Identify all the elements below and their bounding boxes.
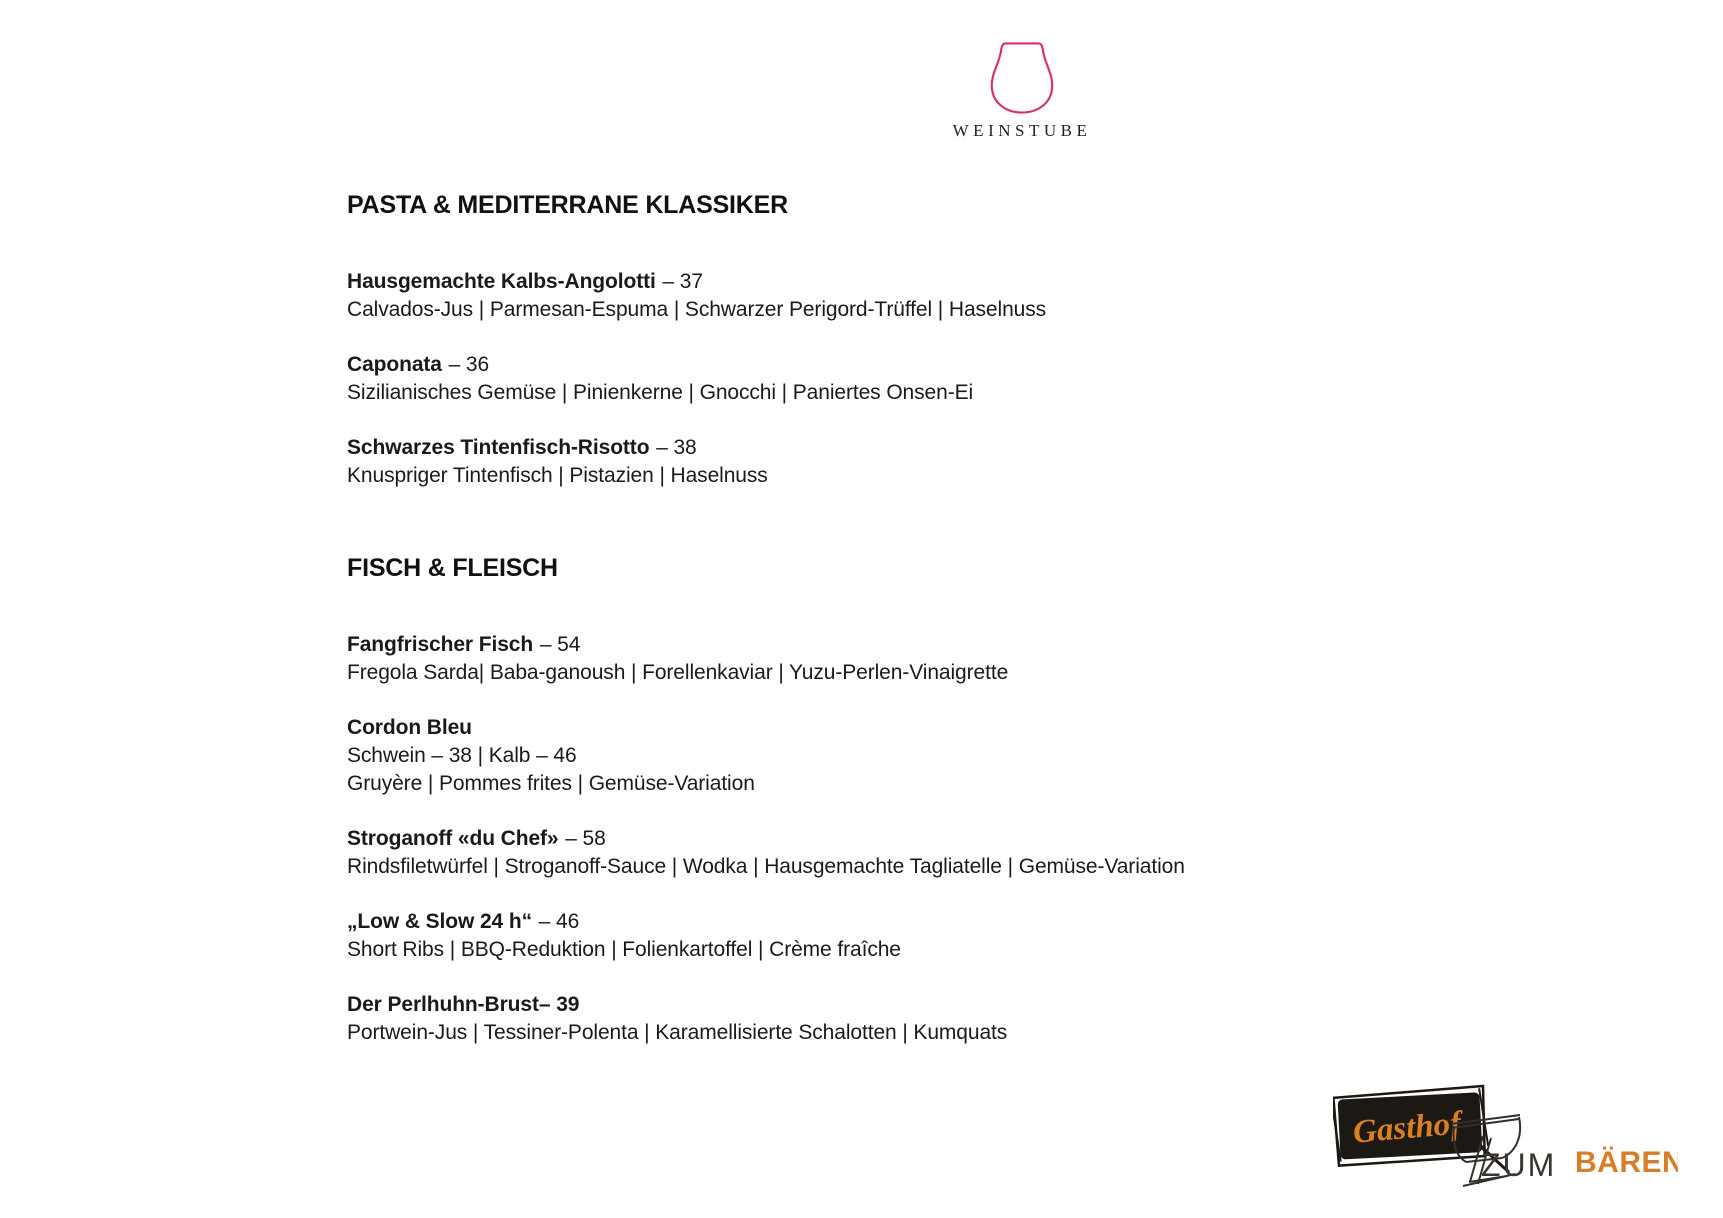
section-title: PASTA & MEDITERRANE KLASSIKER xyxy=(347,191,788,219)
item-price: – 37 xyxy=(662,270,703,293)
gasthof-zum-baeren-logo xyxy=(1333,1084,1678,1196)
item-name: Fangfrischer Fisch xyxy=(347,633,534,656)
item-name: Hausgemachte Kalbs-Angolotti xyxy=(347,270,656,293)
item-title-line xyxy=(347,434,1527,462)
menu-item xyxy=(347,714,1527,798)
logo-zum-text: ZUM xyxy=(1481,1147,1557,1183)
item-title-line xyxy=(347,908,1527,936)
menu-section xyxy=(347,191,1527,490)
menu-sections xyxy=(347,191,1527,1047)
item-title-line xyxy=(347,825,1527,853)
logo-baeren-text: BÄREN xyxy=(1575,1146,1678,1179)
gasthof-logo-sketch xyxy=(1333,1084,1678,1196)
menu-item xyxy=(347,908,1527,964)
item-description: Short Ribs | BBQ-Reduktion | Folienkartoffel | Crème fraîche xyxy=(347,938,901,961)
weinstube-logo xyxy=(929,40,1115,141)
menu-item xyxy=(347,268,1527,324)
item-name: „Low & Slow 24 h“ xyxy=(347,910,532,933)
wine-glass-icon xyxy=(986,40,1058,116)
logo-gasthof-script: Gasthof xyxy=(1351,1105,1463,1151)
item-description: Gruyère | Pommes frites | Gemüse-Variation xyxy=(347,772,755,795)
item-price: – 54 xyxy=(539,633,581,656)
menu-item xyxy=(347,351,1527,407)
section-title: FISCH & FLEISCH xyxy=(347,554,558,582)
item-title-line xyxy=(347,991,1527,1019)
item-description: Rindsfiletwürfel | Stroganoff-Sauce | Wodka | Hausgemachte Tagliatelle | Gemüse-Variation xyxy=(347,855,1185,878)
item-name: Cordon Bleu xyxy=(347,716,472,739)
item-price: – 36 xyxy=(448,353,490,376)
menu-item xyxy=(347,434,1527,490)
item-title-line xyxy=(347,268,1527,296)
item-description: Fregola Sarda| Baba-ganoush | Forellenkaviar | Yuzu-Perlen-Vinaigrette xyxy=(347,661,1009,684)
item-description: Sizilianisches Gemüse | Pinienkerne | Gnocchi | Paniertes Onsen-Ei xyxy=(347,381,974,404)
item-description: Calvados-Jus | Parmesan-Espuma | Schwarzer Perigord-Trüffel | Haselnuss xyxy=(347,298,1047,321)
menu-item xyxy=(347,825,1527,881)
menu-content xyxy=(347,191,1527,1074)
brand-name: WEINSTUBE xyxy=(952,121,1092,140)
item-price: – 46 xyxy=(538,910,580,933)
item-price: – 58 xyxy=(565,827,606,850)
item-title-line xyxy=(347,714,1527,742)
item-title-line xyxy=(347,351,1527,379)
item-description: Schwein – 38 | Kalb – 46 xyxy=(347,744,577,767)
item-description: Portwein-Jus | Tessiner-Polenta | Karamellisierte Schalotten | Kumquats xyxy=(347,1021,1008,1044)
item-name: Schwarzes Tintenfisch-Risotto xyxy=(347,436,650,459)
item-description: Knuspriger Tintenfisch | Pistazien | Haselnuss xyxy=(347,464,768,487)
item-name: Caponata xyxy=(347,353,442,376)
item-name: Der Perlhuhn-Brust– 39 xyxy=(347,993,580,1016)
menu-section xyxy=(347,554,1527,1047)
menu-item xyxy=(347,631,1527,687)
item-price: – 38 xyxy=(656,436,697,459)
menu-item xyxy=(347,991,1527,1047)
item-name: Stroganoff «du Chef» xyxy=(347,827,559,850)
item-title-line xyxy=(347,631,1527,659)
